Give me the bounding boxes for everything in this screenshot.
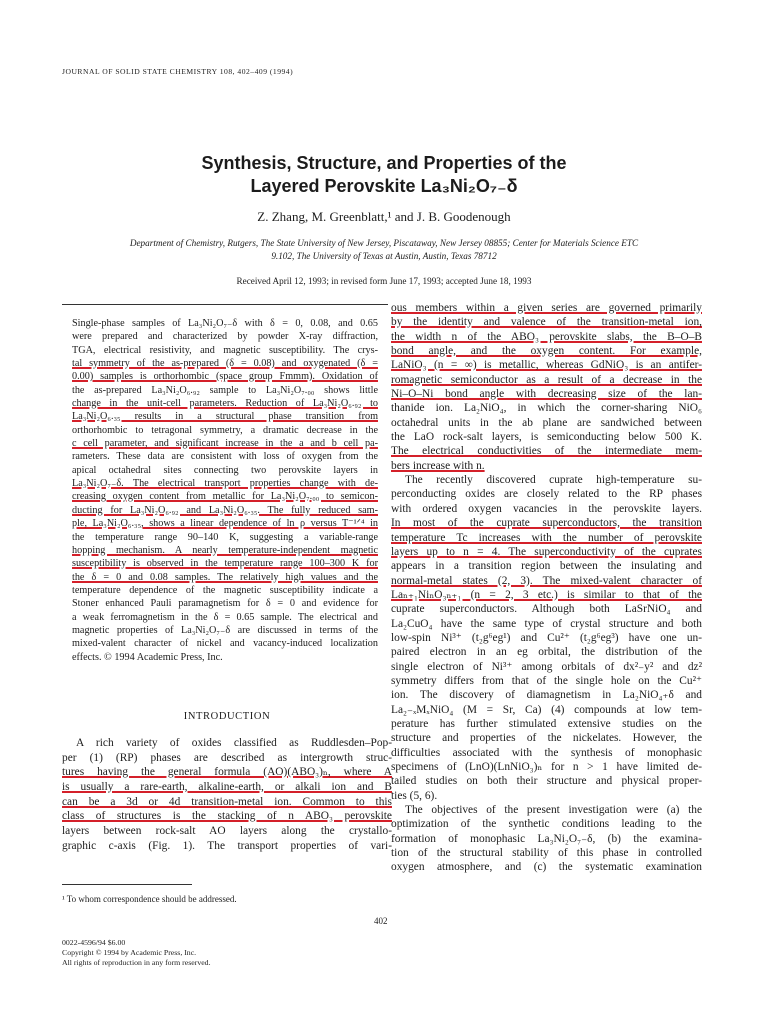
abstract-line: the temperature range 90–140 K, suggesting a variable-range: [72, 531, 378, 543]
annotation-underline: Ni–O–Ni bond angle with decreasing size of the lan-: [391, 388, 702, 401]
body-line: La₂CuO₄ have the same type of crystal structure and both: [391, 617, 702, 630]
abstract-line: [72, 410, 378, 423]
body-line: [391, 373, 702, 387]
annotation-underline: normal-metal states (2, 3). The mixed-valent character of: [391, 574, 702, 587]
body-line: oxygen atmosphere, and (c) the systematic examination: [391, 861, 702, 874]
body-line: tion of the structural stability of this phase in controlled: [391, 847, 702, 860]
abstract-line: [72, 490, 378, 503]
annotation-underline: c cell parameter, and significant increase in the a and b cell pa-: [72, 438, 378, 450]
abstract-line: apical octahedral sites connecting two perovskite layers in: [72, 464, 378, 476]
body-line: paired electron in an eg orbital, the distribution of the: [391, 646, 702, 659]
body-line: low-spin Ni³⁺ (t₂g⁶eg¹) and Cu²⁺ (t₂g⁶eg³) have one un-: [391, 631, 702, 644]
annotation-underline: Laₙ₊₁NiₙO₃ₙ₊₁ (n = 2, 3 etc.) is similar to that of the: [391, 588, 702, 601]
authors: Z. Zhang, M. Greenblatt,¹ and J. B. Goodenough: [257, 209, 511, 224]
section-heading-introduction: INTRODUCTION: [183, 711, 271, 722]
page-number: 402: [374, 916, 388, 926]
body-line: single electron of Ni³⁺ among orbitals of dx²₋y² and dz²: [391, 660, 702, 673]
body-line: thanide ion. La₂NiO₄, in which the corner-sharing NiO₆: [391, 402, 702, 415]
journal-header: JOURNAL OF SOLID STATE CHEMISTRY 108, 402–409 (1994): [62, 67, 294, 76]
abstract-line: the as-prepared La₃Ni₂O₆.₉₂ sample to La₃Ni₂O₇.₀₀ shows little: [72, 384, 378, 396]
affiliation-line-2: 9.102, The University of Texas at Austin, Austin, Texas 78712: [271, 251, 497, 261]
abstract-line: [72, 504, 378, 517]
intro-line: [62, 780, 392, 795]
body-line: with ordered oxygen vacancies in the perovskite layers.: [391, 502, 702, 515]
copyright-line: All rights of reproduction in any form reserved.: [62, 958, 211, 967]
abstract-line: Single-phase samples of La₃Ni₂O₇₋δ with δ = 0, 0.08, and 0.65: [72, 318, 378, 329]
annotation-underline: In most of the cuprate superconductors, the transition: [391, 517, 702, 530]
intro-line: [62, 809, 392, 824]
annotation-underline: layers up to n = 4. The superconductivity of the cuprates: [391, 545, 702, 558]
intro-line: [62, 795, 392, 810]
annotation-underline: 0.00) samples is orthorhombic (space group Fmmm). Oxidation of: [72, 371, 378, 383]
affiliation: [74, 237, 694, 263]
annotation-underline: class of structures is the stacking of n ABO₃ perovskite: [62, 810, 392, 823]
abstract-line: mixed-valent character of nickel and vacancy-induced localization: [72, 638, 378, 650]
body-line: [391, 516, 702, 530]
body-line: difficulties associated with the synthesis of monophasic: [391, 746, 702, 759]
intro-line: per (1) (RP) phases are described as intergrowth struc-: [62, 751, 392, 764]
body-line: optimization of the synthetic conditions leading to the: [391, 818, 702, 831]
right-column-body: [391, 301, 702, 875]
annotation-underline: hopping mechanism. A nearly temperature-independent magnetic: [72, 544, 378, 556]
article-title: [0, 152, 768, 198]
annotation-underline: The electrical conductivities of the intermediate mem-: [391, 445, 702, 458]
annotation-underline: creasing oxygen content from metallic for La₃Ni₂O₇.₀₀ to semicon-: [72, 491, 378, 503]
annotation-underline: by the identity and valence of the transition-metal ion,: [391, 316, 702, 329]
annotation-underline: bond angle, and the oxygen content. For example,: [391, 345, 702, 358]
footnote: ¹ To whom correspondence should be addressed.: [62, 894, 237, 904]
body-line: the LaO rock-salt layers, is semiconducting below 500 K.: [391, 431, 702, 444]
annotation-underline: change in the unit-cell parameters. Reduction of La₃Ni₂O₆.₉₂ to: [72, 398, 378, 410]
body-line: [391, 358, 702, 372]
copyright-notice: [62, 938, 211, 968]
annotation-underline: bers increase with n.: [391, 459, 485, 472]
abstract-line: [72, 557, 378, 570]
body-line: structure and properties of the nickelates. However, the: [391, 732, 702, 745]
abstract-line: were prepared and characterized by powder X-ray diffraction,: [72, 331, 378, 343]
annotation-underline: is usually a rare-earth, alkaline-earth, or alkali ion and B: [62, 781, 392, 794]
intro-line: graphic c-axis (Fig. 1). The transport properties of vari-: [62, 839, 392, 852]
body-line: formation of monophasic La₃Ni₂O₇₋δ, (b) the examina-: [391, 832, 702, 845]
body-line: [391, 330, 702, 344]
intro-line: A rich variety of oxides classified as Ruddlesden–Pop-: [76, 737, 392, 749]
annotation-underline: ple, La₃Ni₂O₆.₃₅, shows a linear dependence of ln ρ versus T⁻¹ᐟ⁴ in: [72, 518, 378, 530]
body-line: The recently discovered cuprate high-temperature su-: [405, 474, 702, 487]
abstract-line: [72, 397, 378, 410]
annotation-underline: ducting for La₃Ni₂O₆.₉₂ and La₃Ni₂O₆.₃₅. The fully reduced sam-: [72, 504, 378, 516]
abstract-line: [72, 357, 378, 370]
body-line: [391, 387, 702, 401]
copyright-line: 0022-4596/94 $6.00: [62, 938, 126, 947]
body-line: octahedral units in the ab plane are sandwiched between: [391, 416, 702, 429]
annotation-underline: LaNiO₃ (n = ∞) is metallic, whereas GdNiO₃ is an antifer-: [391, 359, 702, 372]
annotation-underline: temperature Tc increases with the number of perovskite: [391, 531, 702, 544]
body-line: The objectives of the present investigation were (a) the: [405, 804, 702, 817]
body-line: symmetry differs from that of the single hole on the Cu²⁺: [391, 674, 702, 687]
annotation-underline: the δ = 0 and 0.08 samples. The relatively high values and the: [72, 571, 378, 583]
abstract-line: [72, 370, 378, 383]
abstract-line: magnetic properties of La₃Ni₂O₇₋δ are discussed in terms of the: [72, 624, 378, 636]
annotation-underline: the width n of the ABO₃ perovskite slabs, the B–O–B: [391, 330, 702, 343]
intro-line: [62, 765, 392, 780]
annotation-underline: tures having the general formula (AO)(ABO₃)ₙ, where A: [62, 766, 392, 779]
abstract-line: [72, 544, 378, 557]
body-line: [391, 588, 702, 602]
abstract-line: TGA, electrical resistivity, and magnetic susceptibility. The crys-: [72, 344, 378, 356]
abstract-line: [72, 437, 378, 450]
abstract-top-rule: [62, 304, 388, 305]
introduction-body: [62, 736, 392, 854]
title-line-2: Layered Perovskite La₃Ni₂O₇₋δ: [250, 176, 518, 196]
annotation-underline: romagnetic semiconductor as a result of a decrease in the: [391, 373, 702, 386]
abstract-line: orthorhombic to tetragonal symmetry, a dramatic decrease in the: [72, 424, 378, 436]
intro-line: layers between rock-salt AO layers along the crystallo-: [62, 825, 392, 838]
abstract-line: Stoner enhanced Pauli paramagnetism for δ = 0 and evidence for: [72, 598, 378, 610]
body-line: [391, 531, 702, 545]
body-line: [391, 315, 702, 329]
body-line: [391, 344, 702, 358]
body-line: [391, 574, 702, 588]
abstract: [72, 317, 378, 664]
abstract-line: a weak ferromagnetism in the δ = 0.65 sample. The electrical and: [72, 611, 378, 623]
title-line-1: Synthesis, Structure, and Properties of the: [201, 153, 567, 173]
abstract-line: [72, 571, 378, 584]
abstract-line: rameters. These data are consistent with loss of oxygen from the: [72, 451, 378, 463]
annotation-underline: La₃Ni₂O₆.₃₅ results in a structural phase transition from: [72, 411, 378, 423]
affiliation-line-1: Department of Chemistry, Rutgers, The State University of New Jersey, Piscataway, New Jersey 08855; Center for Materials Science ETC: [129, 238, 639, 248]
body-line: [391, 444, 702, 458]
abstract-line: [72, 477, 378, 490]
annotation-underline: tal symmetry of the as-prepared (δ = 0.08) and oxygenated (δ =: [72, 358, 378, 370]
annotation-underline: susceptibility is observed in the temperature range 100–300 K for: [72, 558, 378, 570]
abstract-line: effects. © 1994 Academic Press, Inc.: [72, 651, 223, 663]
body-line: specimens of (LnO)(LnNiO₃)ₙ for n > 1 have limited de-: [391, 761, 702, 773]
body-line: ion. The discovery of diamagnetism in La₂NiO₄₊δ and: [391, 689, 702, 702]
footnote-rule: [62, 884, 192, 885]
body-line: appears in a transition region between the insulating and: [391, 560, 702, 573]
abstract-line: temperature dependence of the magnetic susceptibility indicate a: [72, 584, 378, 596]
annotation-underline: La₃Ni₂O₇₋δ. The electrical transport properties change with de-: [72, 478, 378, 490]
body-line: [391, 545, 702, 559]
body-line: cuprate superconductors. Although both LaSrNiO₄ and: [391, 603, 702, 616]
body-line: perconducting oxides are closely related to the RP phases: [391, 488, 702, 501]
received-dates: Received April 12, 1993; in revised form June 17, 1993; accepted June 18, 1993: [236, 276, 532, 286]
annotation-underline: can be a 3d or 4d transition-metal ion. Common to this: [62, 795, 392, 808]
body-line: ties (5, 6).: [391, 789, 438, 802]
body-line: La₂₋ₓMₓNiO₄ (M = Sr, Ca) (4) compounds at low tem-: [391, 703, 702, 716]
body-line: [391, 459, 702, 473]
body-line: [391, 301, 702, 315]
abstract-line: [72, 517, 378, 530]
body-line: perature has further stimulated extensive studies on the: [391, 717, 702, 730]
annotation-underline: ous members within a given series are governed primarily: [391, 302, 702, 314]
copyright-line: Copyright © 1994 by Academic Press, Inc.: [62, 948, 197, 957]
body-line: tailed studies on both their structure and physical proper-: [391, 775, 702, 788]
